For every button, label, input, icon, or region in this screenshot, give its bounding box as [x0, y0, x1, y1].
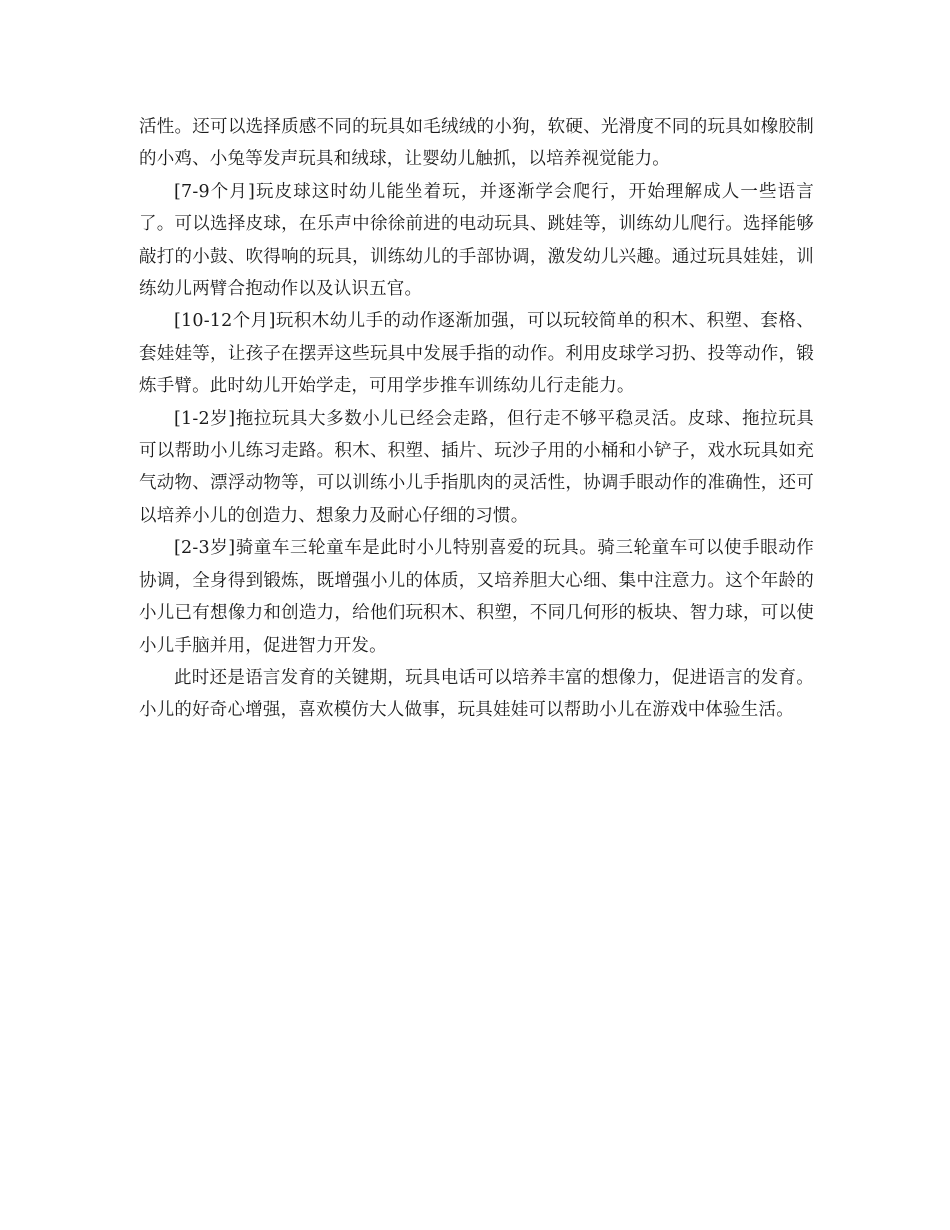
- paragraph-language-period: 此时还是语言发育的关键期，玩具电话可以培养丰富的想像力，促进语言的发育。小儿的好奇心增强，喜欢模仿大人做事，玩具娃娃可以帮助小儿在游戏中体验生活。: [139, 667, 814, 721]
- paragraph-continuation: 活性。还可以选择质感不同的玩具如毛绒绒的小狗，软硬、光滑度不同的玩具如橡胶制的小鸡、小兔等发声玩具和绒球，让婴幼儿触抓，以培养视觉能力。: [139, 117, 814, 170]
- paragraph-10-12-months: [10-12个月]玩积木幼儿手的动作逐渐加强，可以玩较简单的积木、积塑、套格、套娃娃等，让孩子在摆弄这些玩具中发展手指的动作。利用皮球学习扔、投等动作，锻炼手臂。此时幼儿开始学走，可用学步推车训练幼儿行走能力。: [139, 311, 814, 397]
- paragraph-7-9-months: [7-9个月]玩皮球这时幼儿能坐着玩，并逐渐学会爬行，开始理解成人一些语言了。可以选择皮球，在乐声中徐徐前进的电动玩具、跳娃等，训练幼儿爬行。选择能够敲打的小鼓、吹得响的玩具，训练幼儿的手部协调，激发幼儿兴趣。通过玩具娃娃，训练幼儿两臂合抱动作以及认识五官。: [139, 181, 814, 300]
- document-body: [139, 111, 814, 727]
- paragraph-2-3-years: [2-3岁]骑童车三轮童车是此时小儿特别喜爱的玩具。骑三轮童车可以使手眼动作协调，全身得到锻炼，既增强小儿的体质，又培养胆大心细、集中注意力。这个年龄的小儿已有想像力和创造力，给他们玩积木、积塑，不同几何形的板块、智力球，可以使小儿手脑并用，促进智力开发。: [139, 538, 814, 656]
- paragraph-1-2-years: [1-2岁]拖拉玩具大多数小儿已经会走路，但行走不够平稳灵活。皮球、拖拉玩具可以帮助小儿练习走路。积木、积塑、插片、玩沙子用的小桶和小铲子，戏水玩具如充气动物、漂浮动物等，可以训练小儿手指肌肉的灵活性，协调手眼动作的准确性，还可以培养小儿的创造力、想象力及耐心仔细的习惯。: [139, 408, 814, 526]
